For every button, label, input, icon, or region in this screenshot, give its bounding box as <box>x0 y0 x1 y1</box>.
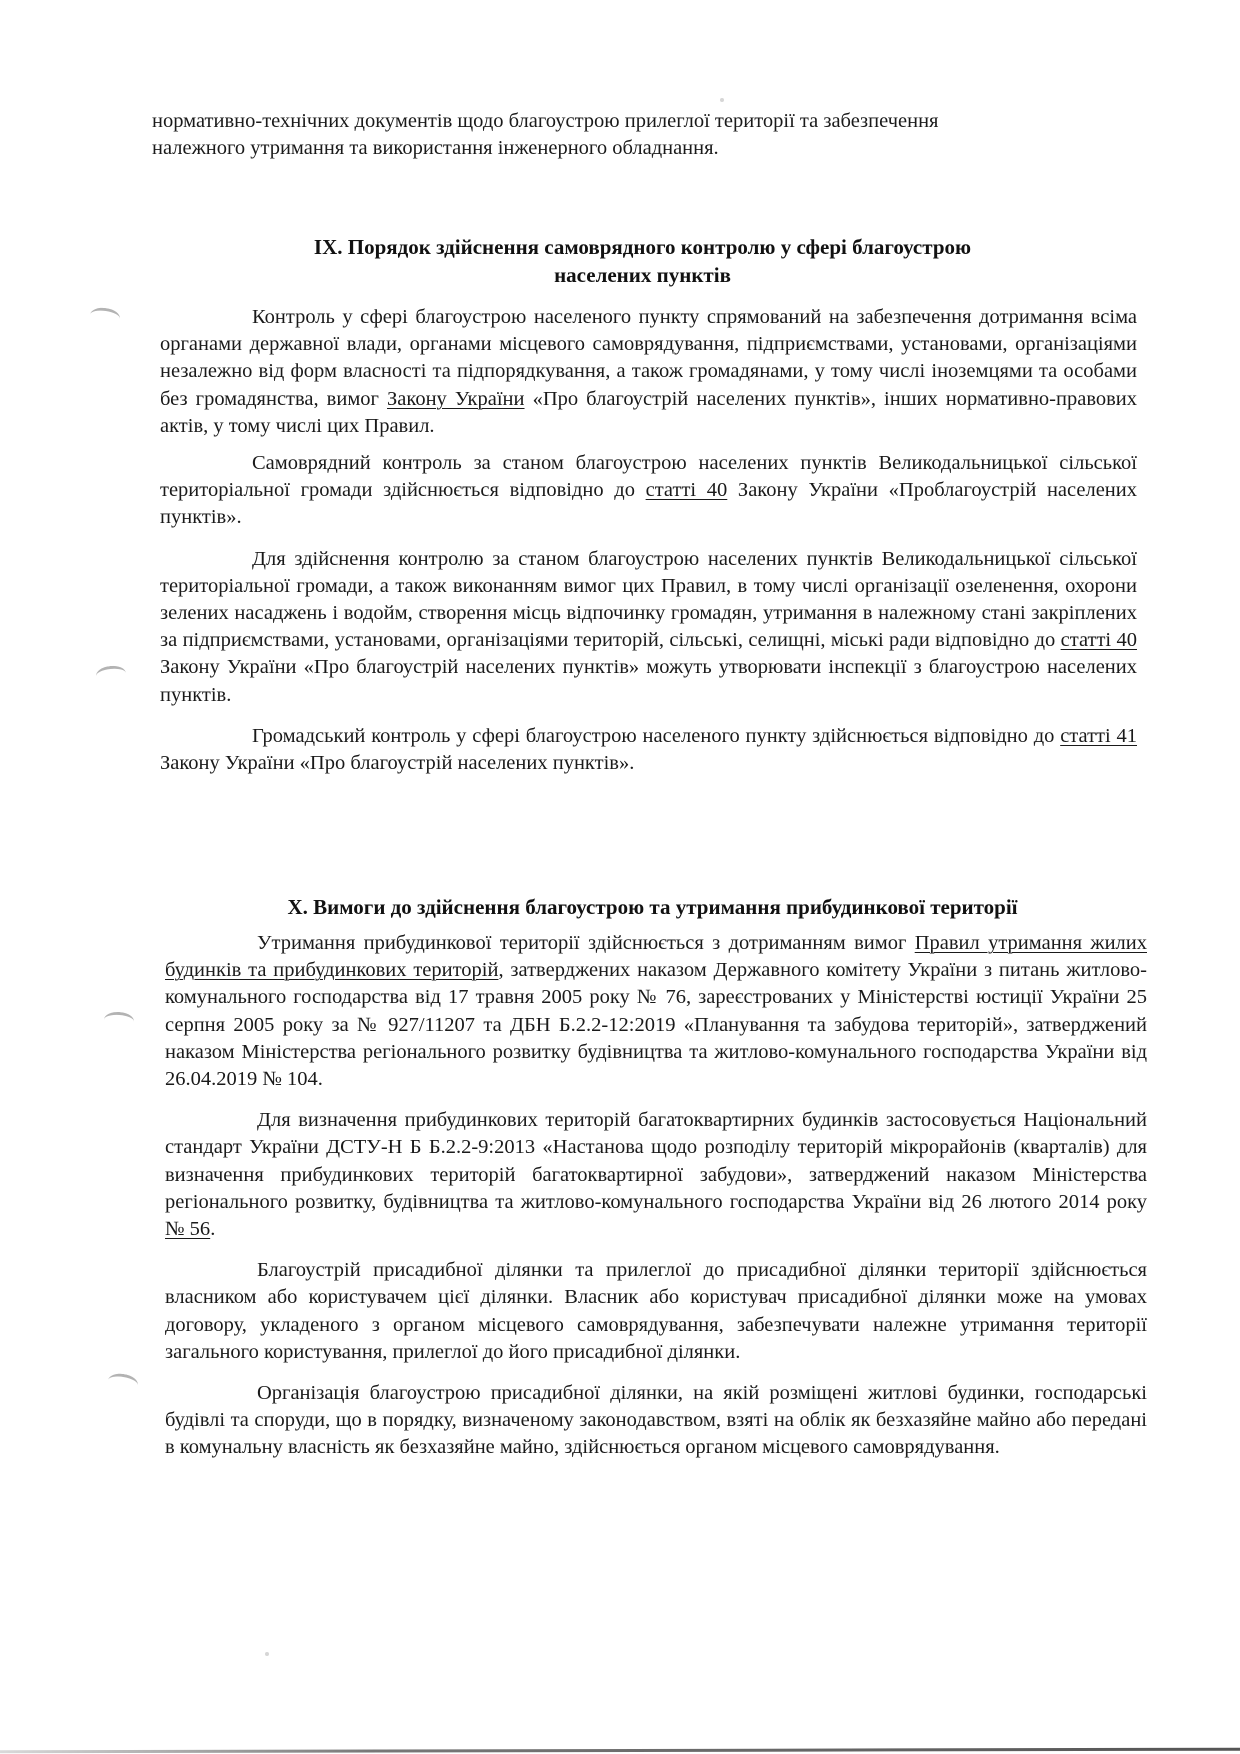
section-10-paragraph-2: Для визначення прибудинкових територій багатоквартирних будинків застосовується Національний стандарт України ДСТУ-Н Б Б.2.2-9:2013 «Настанова щодо розподілу територій мікрорайонів (кварталів) для визначення прибудинкових територій багатоквартирної забудови», затверджений наказом Міністерства регіонального розвитку, будівництва та житлово-комунального господарства України від 26 лютого 2014 року № 56. <box>165 1109 1147 1241</box>
section-10-paragraph-1: Утримання прибудинкової території здійснюється з дотриманням вимог Правил утримання жилих будинків та прибудинкових територій, затверджених наказом Державного комітету України з питань житлово-комунального господарства від 17 травня 2005 року № 76, зареєстрованих у Міністерстві юстиції України 25 серпня 2005 року за № 927/11207 та ДБН Б.2.2-12:2019 «Планування та забудова територій», затверджений наказом Міністерства регіонального розвитку будівництва та житлово-комунального господарства України від 26.04.2019 № 104. <box>165 932 1147 1091</box>
article-40-link[interactable]: статті 40 <box>645 479 728 502</box>
order-56-link[interactable]: № 56 <box>165 1218 211 1241</box>
intro-paragraph <box>152 108 1137 162</box>
section-10-body <box>165 930 1147 1462</box>
section-10-paragraph-4: Організація благоустрою присадибної ділянки, на якій розміщені житлові будинки, господарські будівлі та споруди, що в порядку, визначеному законодавством, взяті на облік як безхазяйне майно або передані в комунальну власність як безхазяйне майно, здійснюється органом місцевого самоврядування. <box>165 1382 1147 1459</box>
section-9-title-line-2: населених пунктів <box>554 263 731 287</box>
section-9-paragraph-2: Самоврядний контроль за станом благоустрою населених пунктів Великодальницької сільської територіальної громади здійснюється відповідно до статті 40 Закону України «Проблагоустрій населених пунктів». <box>160 452 1137 529</box>
article-40-link[interactable]: статті 40 <box>1060 629 1137 652</box>
scan-bottom-edge <box>0 1748 1240 1754</box>
scan-speck <box>265 1652 269 1656</box>
scan-speck <box>720 98 724 102</box>
section-9-paragraph-4: Громадський контроль у сфері благоустрою населеного пункту здійснюється відповідно до статті 41 Закону України «Про благоустрій населених пунктів». <box>160 724 1137 775</box>
section-9-paragraph-3: Для здійснення контролю за станом благоустрою населених пунктів Великодальницької сільської територіальної громади, а також виконанням вимог цих Правил, в тому числі організації озеленення, охорони зелених насаджень і водойм, створення місць відпочинку громадян, утримання в належному стані закріплених за підприємствами, установами, організаціями територій, сільські, селищні, міські ради відповідно до статті 40 Закону України «Про благоустрій населених пунктів» можуть утворювати інспекції з благоустрою населених пунктів. <box>160 547 1137 706</box>
intro-line-2: належного утримання та використання інженерного обладнання. <box>152 137 719 160</box>
section-9-title-line-1: IX. Порядок здійснення самоврядного контролю у сфері благоустрою <box>313 235 972 259</box>
section-9-body <box>160 304 1137 777</box>
hole-punch-mark <box>89 306 121 327</box>
hole-punch-mark <box>95 664 127 684</box>
section-10-paragraph-3: Благоустрій присадибної ділянки та прилеглої до присадибної ділянки території здійснюється власником або користувачем цієї ділянки. Власник або користувач присадибної ділянки може на умовах договору, укладеного з органом місцевого самоврядування, забезпечувати належне утримання території загального користування, прилеглої до його присадибної ділянки. <box>165 1259 1147 1363</box>
intro-line-1: нормативно-технічних документів щодо благоустрою прилеглої території та забезпечення <box>152 110 939 132</box>
law-link[interactable]: Закону України <box>387 387 525 410</box>
section-9-title <box>150 233 1135 289</box>
section-10-title: X. Вимоги до здійснення благоустрою та утримання прибудинкової території <box>287 895 1018 919</box>
hole-punch-mark <box>103 1011 134 1030</box>
housing-rules-link[interactable]: Правил утримання жилих будинків та прибудинкових територій <box>165 932 1147 982</box>
article-41-link[interactable]: статті 41 <box>1060 724 1137 747</box>
hole-punch-mark <box>107 1372 139 1394</box>
section-9-paragraph-1: Контроль у сфері благоустрою населеного пункту спрямований на забезпечення дотримання всіма органами державної влади, органами місцевого самоврядування, підприємствами, установами, організаціями незалежно від форм власності та підпорядкування, а також громадянами, у тому числі іноземцями та особами без громадянства, вимог Закону України «Про благоустрій населених пунктів», інших нормативно-правових актів, у тому числі цих Правил. <box>160 306 1138 437</box>
